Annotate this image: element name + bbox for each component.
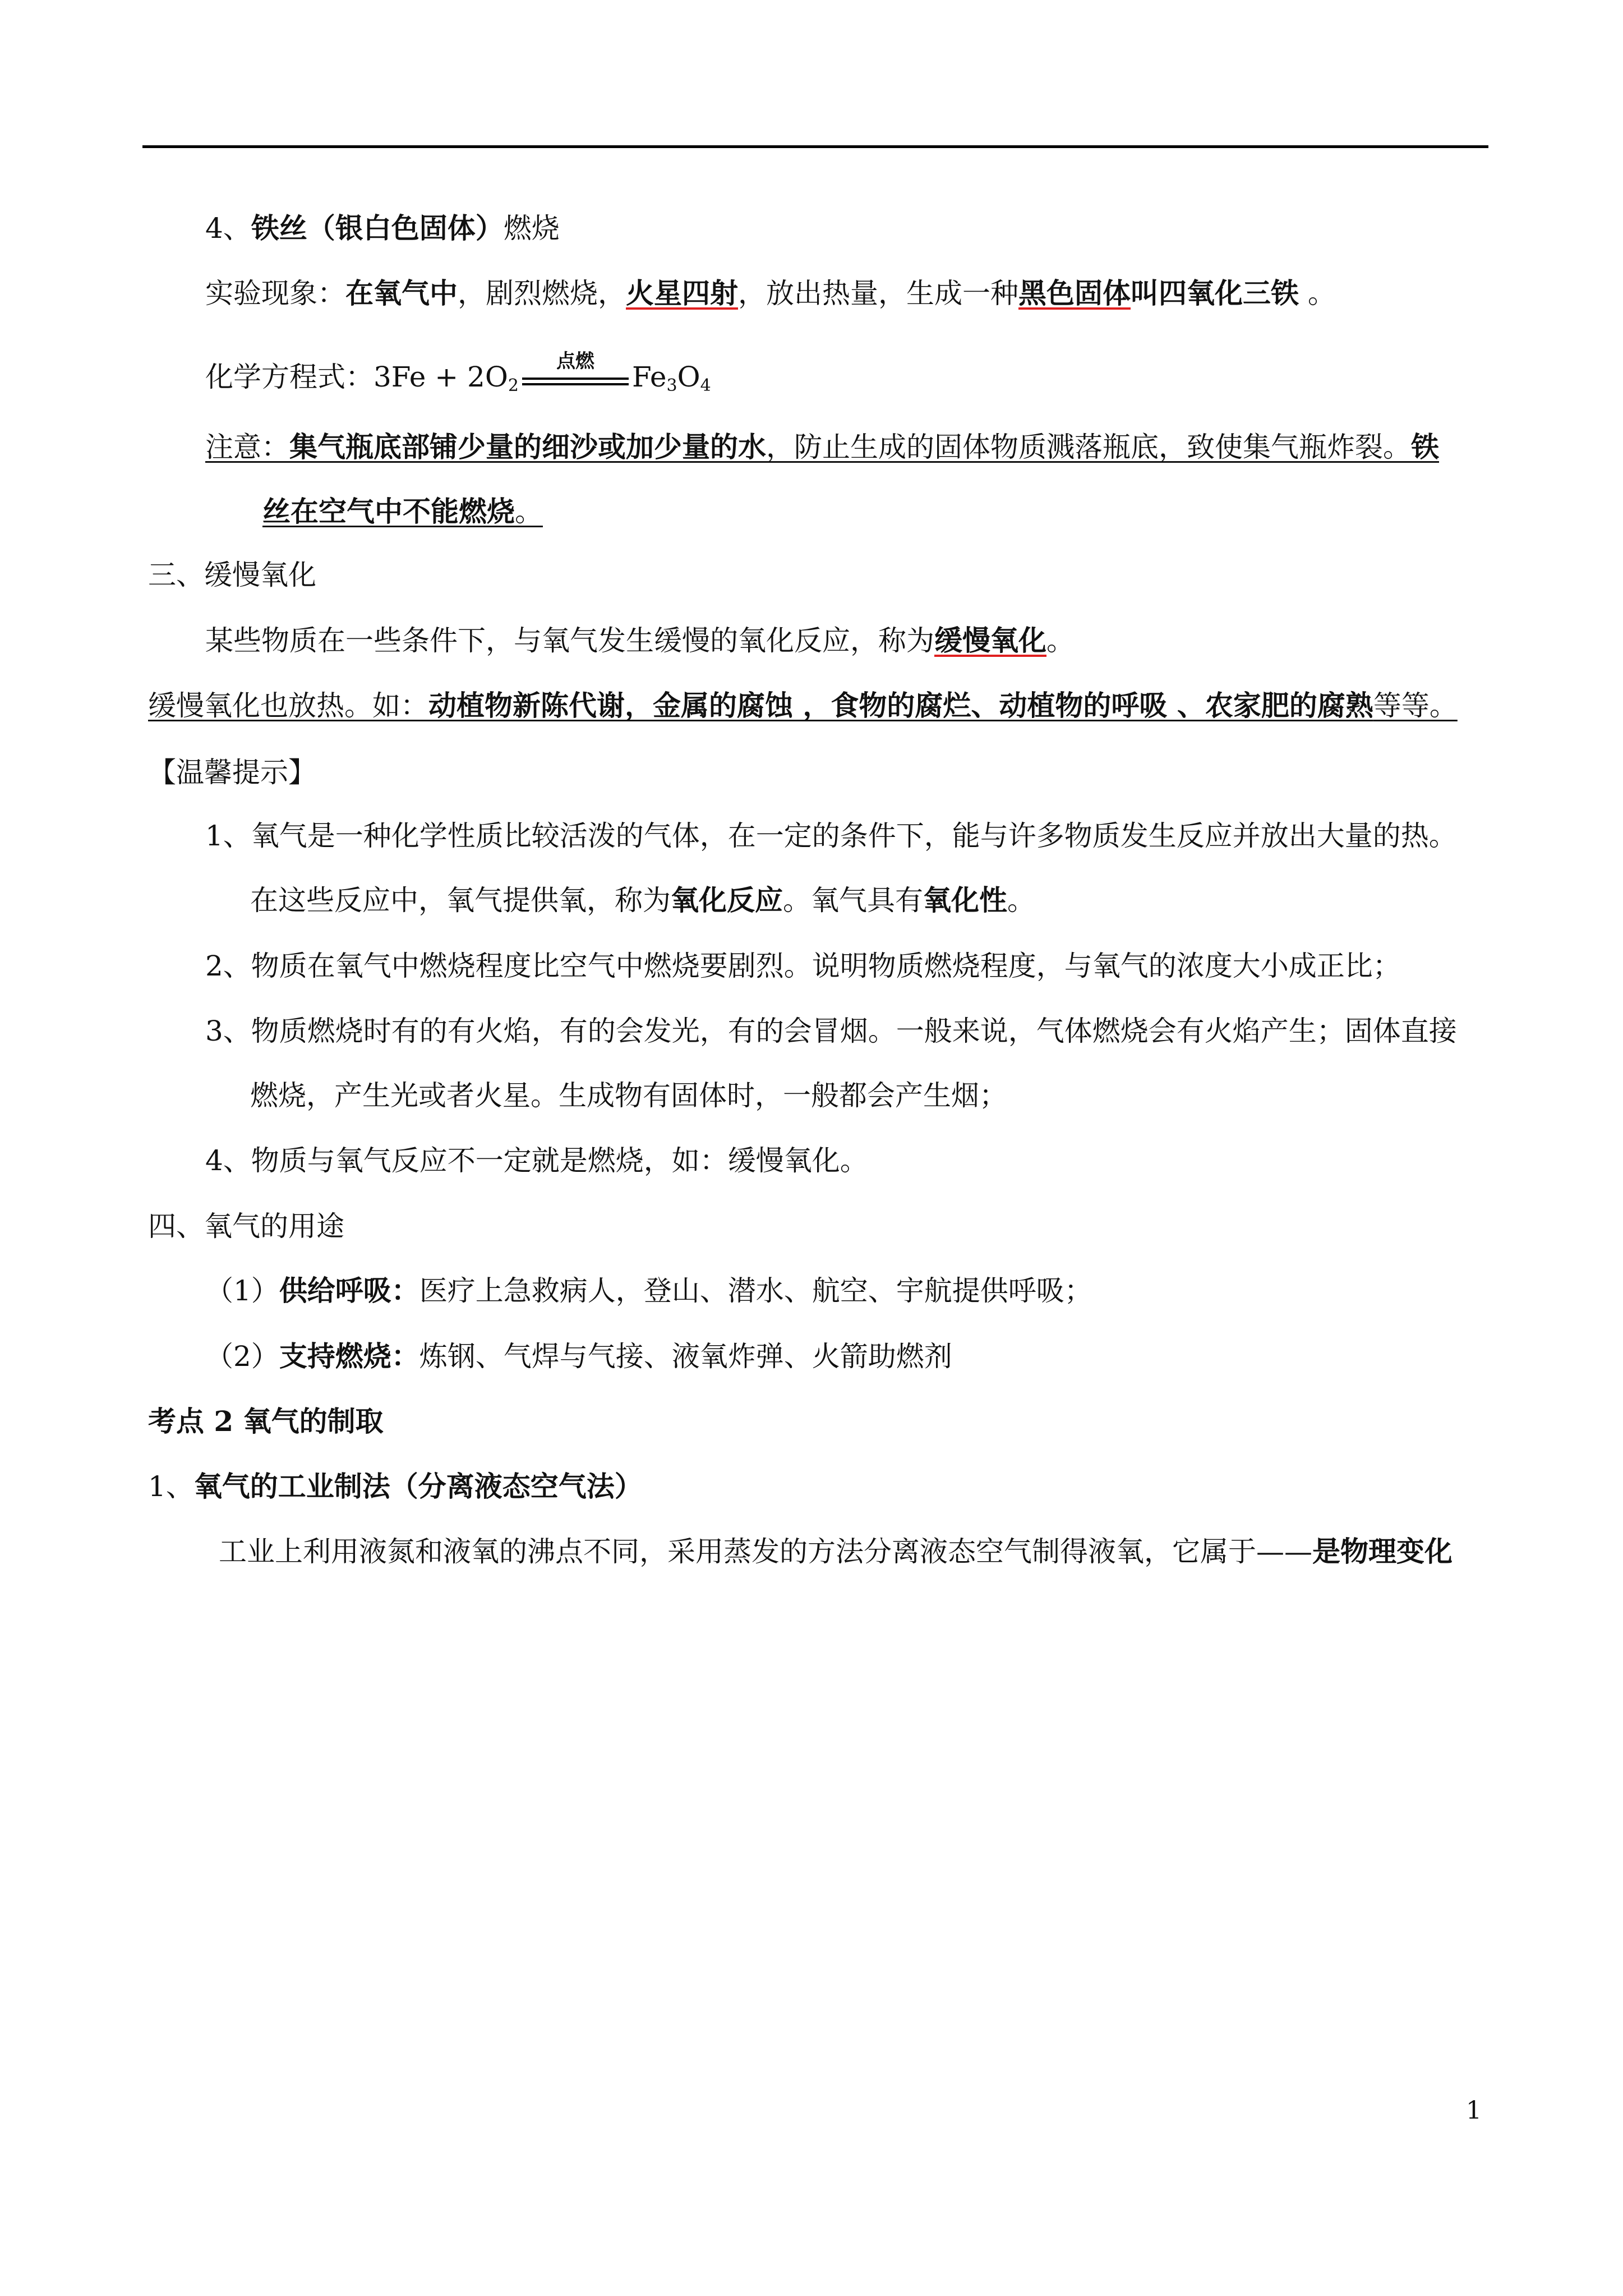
subheading-title: 氧气的工业制法（分离液态空气法） xyxy=(193,1470,643,1503)
reaction-arrow xyxy=(522,350,629,396)
equation-subscript: 2 xyxy=(508,376,519,395)
phenomenon-text: ，剧烈燃烧， xyxy=(458,277,626,310)
page-number: 1 xyxy=(1466,2096,1482,2125)
tip-1-line-2 xyxy=(250,882,1035,918)
tip-text: 。 xyxy=(1007,884,1035,917)
iron-heading xyxy=(205,210,560,246)
definition-text: 某些物质在一些条件下，与氧气发生缓慢的氧化反应，称为 xyxy=(205,624,934,657)
use-text: 炼钢、气焊与气接、液氧炸弹、火箭助燃剂 xyxy=(419,1340,952,1373)
definition-text: 。 xyxy=(1046,624,1075,657)
tip-term: 氧化性 xyxy=(923,884,1007,917)
equation-product: O xyxy=(677,361,700,393)
slow-oxidation-definition xyxy=(205,623,1075,659)
tip-3-line-1: 3、物质燃烧时有的有火焰，有的会发光，有的会冒烟。一般来说，气体燃烧会有火焰产生；固体直接 xyxy=(205,1015,1457,1047)
note-label: 注意： xyxy=(205,431,289,463)
equation-reactants: 3Fe + 2O xyxy=(374,361,508,393)
header-rule xyxy=(142,145,1488,148)
tip-text: 在这些反应中，氧气提供氧，称为 xyxy=(250,884,671,917)
uses-heading: 四、氧气的用途 xyxy=(148,1210,344,1243)
reaction-condition: 点燃 xyxy=(556,350,594,372)
use-number: （1） xyxy=(205,1274,279,1307)
tip-1-line-1: 1、氧气是一种化学性质比较活泼的气体，在一定的条件下，能与许多物质发生反应并放出大量的热。 xyxy=(205,820,1457,852)
slow-oxidation-examples xyxy=(148,688,1458,724)
iron-heading-bold: 铁丝（银白色固体） xyxy=(251,211,504,245)
use-2 xyxy=(205,1338,952,1374)
phenomenon-label: 实验现象： xyxy=(205,277,345,310)
phenomenon-text: 。 xyxy=(1299,277,1336,310)
equation-product: Fe xyxy=(631,361,667,393)
note-bold: 集气瓶底部铺少量的细沙或加少量的水 xyxy=(289,430,766,463)
phenomenon-in-oxygen: 在氧气中 xyxy=(345,277,458,310)
equation-label: 化学方程式： xyxy=(205,361,374,393)
equation-subscript: 3 xyxy=(666,376,677,395)
arrow-rule-top xyxy=(522,378,629,380)
note-text: 。 xyxy=(515,495,543,528)
use-1 xyxy=(205,1273,1092,1309)
iron-heading-tail: 燃烧 xyxy=(503,212,560,245)
tip-3-line-2: 燃烧，产生光或者火星。生成物有固体时，一般都会产生烟； xyxy=(250,1079,1007,1112)
examples-text: 缓慢氧化也放热。如： xyxy=(148,689,428,722)
paragraph-bold: 是物理变化 xyxy=(1312,1535,1453,1568)
phenomenon-text: ，放出热量，生成一种 xyxy=(738,277,1018,310)
tip-2: 2、物质在氧气中燃烧程度比空气中燃烧要剧烈。说明物质燃烧程度，与氧气的浓度大小成正比； xyxy=(205,950,1401,982)
tip-text: 。氧气具有 xyxy=(783,884,923,917)
equation-subscript: 4 xyxy=(700,376,711,395)
use-text: 医疗上急救病人，登山、潜水、航空、宇航提供呼吸； xyxy=(419,1274,1092,1307)
slow-oxidation-heading: 三、缓慢氧化 xyxy=(148,559,316,591)
iron-phenomenon xyxy=(205,275,1336,311)
phenomenon-product: 叫四氧化三铁 xyxy=(1131,277,1299,310)
iron-note-line-2 xyxy=(262,494,543,530)
phenomenon-sparks: 火星四射 xyxy=(626,277,738,310)
note-bold: 铁 xyxy=(1411,430,1439,463)
iron-equation xyxy=(205,350,711,395)
examples-bold: 动植物新陈代谢，金属的腐蚀 ，食物的腐烂、动植物的呼吸 、农家肥的腐熟 xyxy=(428,689,1373,722)
industrial-method-heading xyxy=(148,1469,643,1504)
tips-heading: 【温馨提示】 xyxy=(148,756,316,789)
industrial-method-paragraph xyxy=(219,1534,1453,1570)
use-term: 支持燃烧： xyxy=(279,1340,419,1373)
definition-term: 缓慢氧化 xyxy=(934,624,1046,657)
use-term: 供给呼吸： xyxy=(279,1274,419,1307)
paragraph-text: 工业上利用液氮和液氧的沸点不同，采用蒸发的方法分离液态空气制得液氧，它属于—— xyxy=(219,1535,1312,1568)
note-text: ，防止生成的固体物质溅落瓶底，致使集气瓶炸裂。 xyxy=(766,431,1411,463)
arrow-rule-bottom xyxy=(522,383,629,385)
iron-note-line-1 xyxy=(205,429,1439,465)
note-bold: 丝在空气中不能燃烧 xyxy=(262,495,515,528)
examples-text: 等等。 xyxy=(1373,689,1458,722)
kaodian-heading: 考点 2 氧气的制取 xyxy=(148,1405,384,1438)
subheading-number: 1、 xyxy=(148,1470,194,1503)
phenomenon-black-solid: 黑色固体 xyxy=(1018,277,1131,310)
tip-4: 4、物质与氧气反应不一定就是燃烧，如：缓慢氧化。 xyxy=(205,1144,868,1177)
tip-term: 氧化反应 xyxy=(671,884,783,917)
use-number: （2） xyxy=(205,1340,279,1373)
iron-heading-number: 4、 xyxy=(205,212,251,245)
